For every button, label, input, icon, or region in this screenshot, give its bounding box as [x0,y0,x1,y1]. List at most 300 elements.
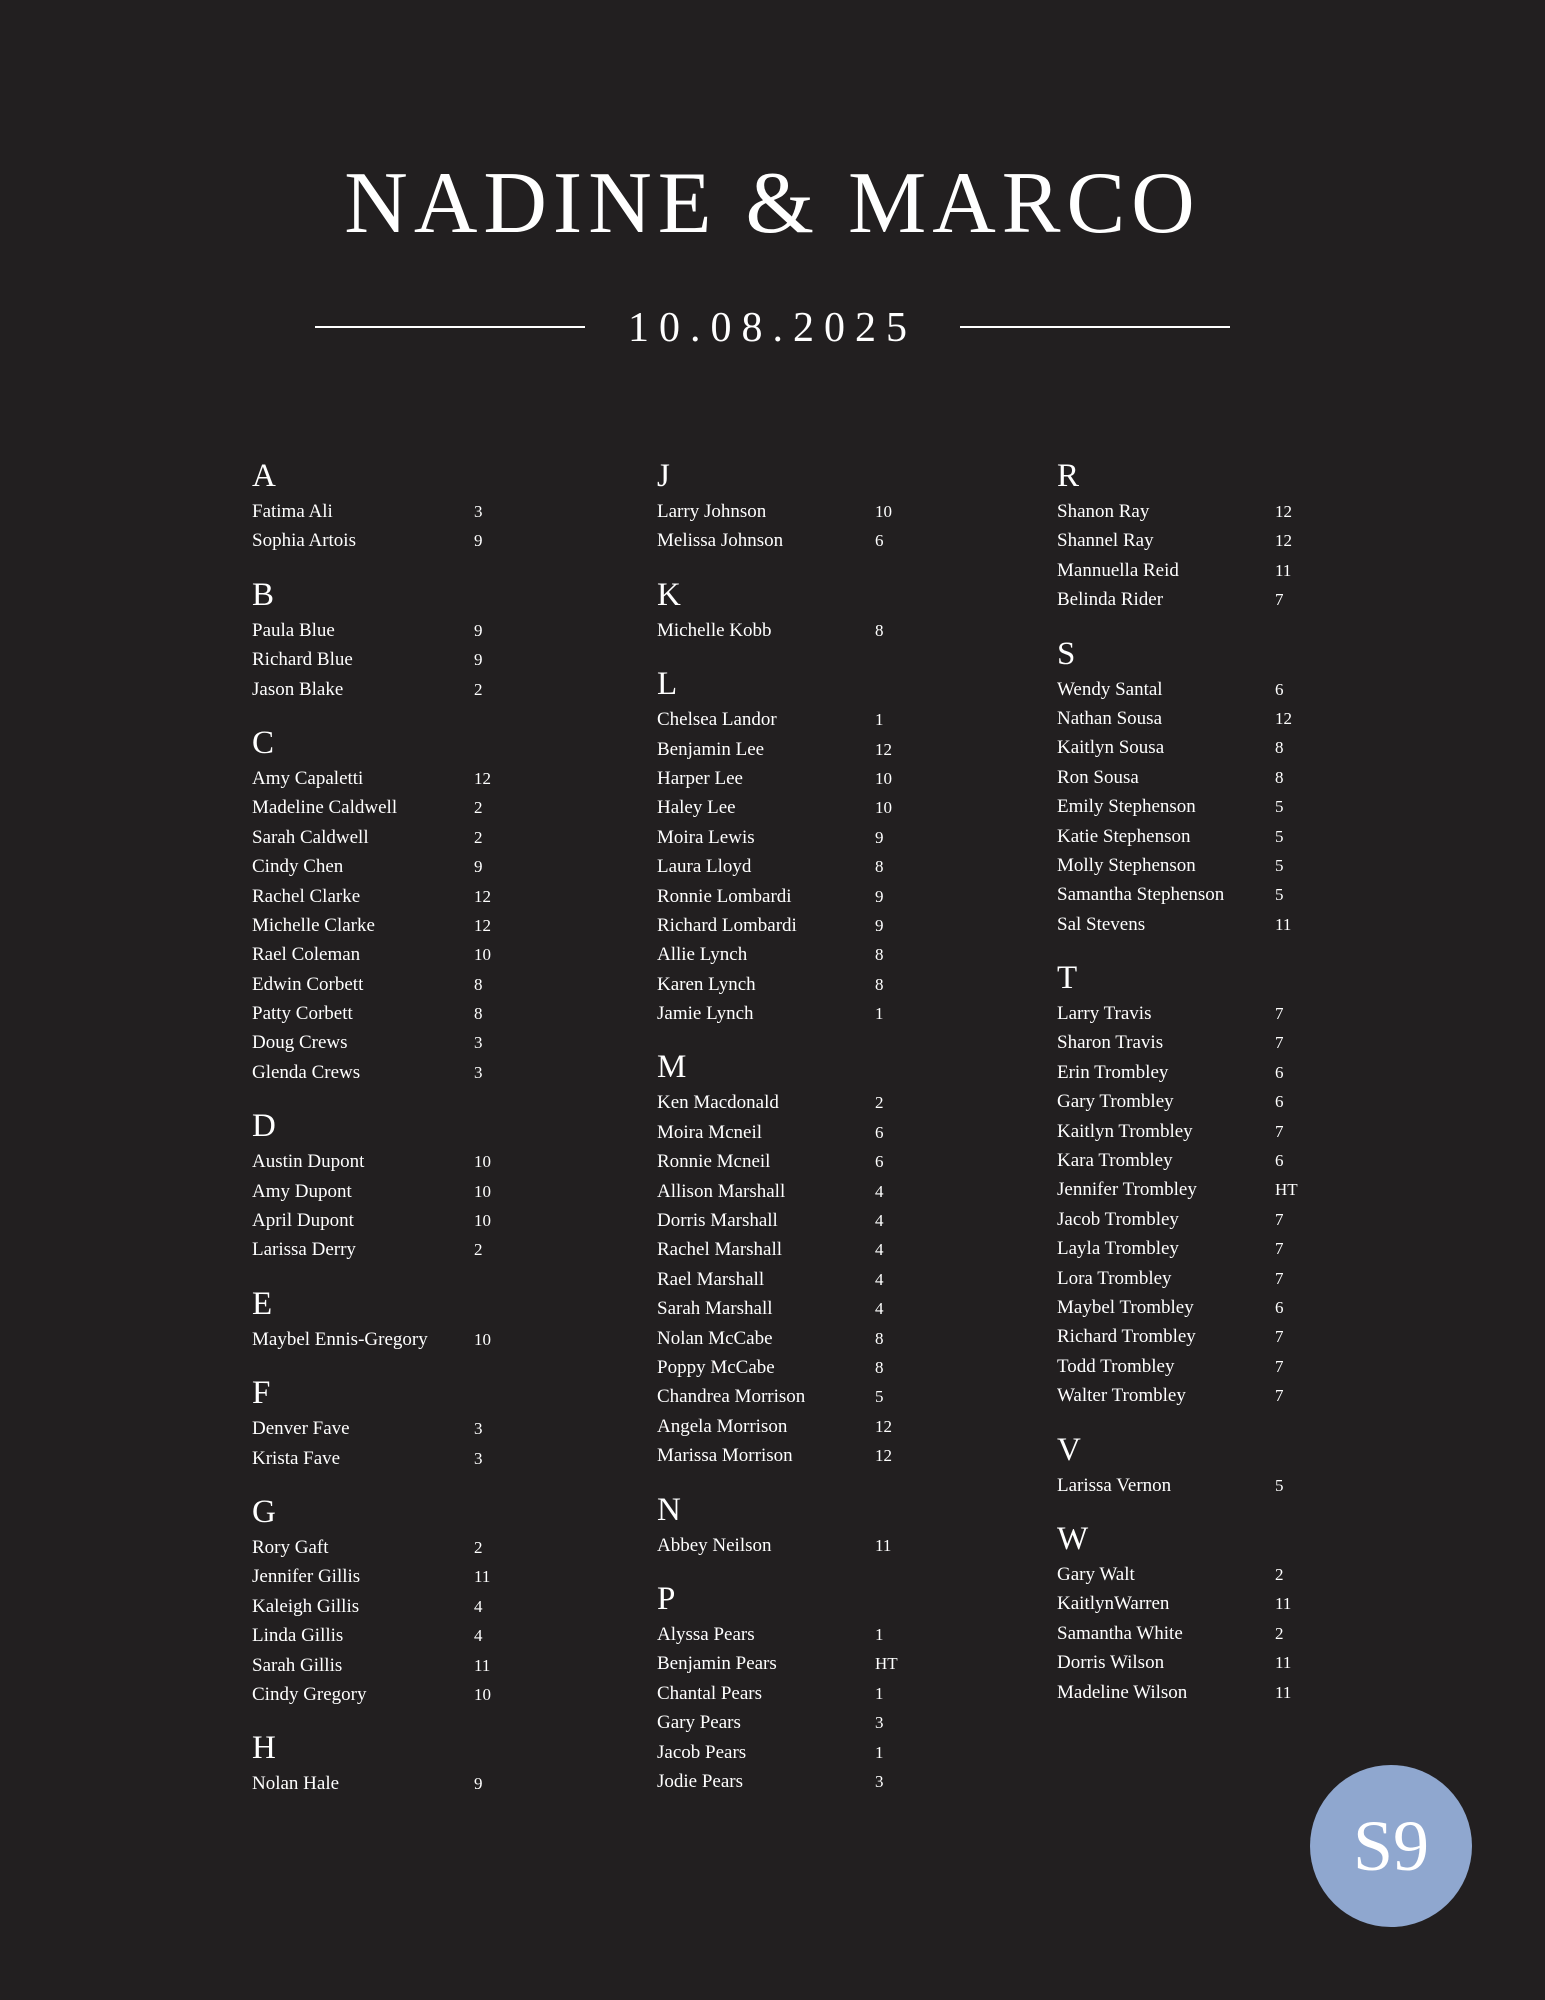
guest-row [1057,1175,1335,1204]
guest-name: Krista Fave [252,1447,341,1469]
table-number: 7 [1275,1004,1284,1024]
guest-name: Kaitlyn Sousa [1057,737,1165,759]
guest-row [657,1679,935,1708]
table-number: 11 [1275,1653,1292,1673]
guest-row [657,1738,935,1767]
table-number: 12 [1275,531,1292,551]
guest-row [1057,1678,1335,1707]
guest-name: Jacob Trombley [1057,1208,1179,1230]
guest-row [657,1412,935,1441]
table-number: 9 [474,620,483,640]
section-letter: F [252,1375,271,1412]
guest-row [657,705,935,734]
guest-name: Michelle Clarke [252,914,375,936]
table-number: 10 [875,502,892,521]
guest-name: Abbey Neilson [657,1534,772,1556]
section-letter: J [657,458,670,494]
guest-row [657,793,935,822]
guest-name: Samantha Stephenson [1057,884,1225,906]
guest-row [1057,1381,1335,1410]
section-letter: B [252,576,275,613]
section-letter: W [1057,1520,1089,1557]
section-letter: H [252,1730,276,1767]
guest-name: Jamie Lynch [657,1003,754,1025]
table-number: 4 [875,1269,884,1289]
table-number: 11 [1275,1594,1292,1614]
guest-row [1057,526,1335,555]
guest-row [657,1324,935,1353]
guest-row [1057,556,1335,585]
table-number: 10 [875,798,892,818]
table-number: 4 [875,1299,884,1319]
guest-name: Richard Lombardi [657,914,797,936]
guest-name: Gary Pears [657,1712,741,1734]
table-number: 12 [1275,708,1292,728]
guest-name: Sal Stevens [1057,913,1146,935]
guest-row [657,764,935,793]
guest-name: Moira Mcneil [657,1121,763,1143]
guest-name: Benjamin Lee [657,738,765,760]
guest-name: Linda Gillis [252,1625,344,1647]
guest-row [1057,1264,1335,1293]
guest-row [657,999,935,1028]
guest-row [252,1414,534,1443]
guest-name: Alyssa Pears [657,1623,755,1645]
guest-row [252,999,534,1028]
guest-name: Gary Walt [1057,1563,1135,1585]
table-number: 2 [1275,1623,1284,1643]
guest-row [657,970,935,999]
table-number: 11 [474,1567,491,1587]
guest-name: Richard Blue [252,649,353,671]
guest-name: Ronnie Mcneil [657,1151,771,1173]
guest-row [252,1533,534,1562]
guest-row [252,882,534,911]
guest-row [1057,585,1335,614]
table-number: 11 [1275,560,1292,580]
guest-name: Mannuella Reid [1057,559,1179,581]
guest-name: Angela Morrison [657,1415,788,1437]
table-number: 9 [875,827,884,847]
letter-section [1057,1429,1335,1500]
letter-section [252,1105,534,1265]
guest-name: Rachel Clarke [252,885,361,907]
letter-section [252,1491,534,1709]
table-number: 9 [474,650,483,670]
section-letter: T [1057,960,1078,997]
guest-name: Ron Sousa [1057,766,1139,788]
guest-name: Kaitlyn Trombley [1057,1120,1193,1142]
table-number: 2 [474,1537,483,1557]
guest-name: Erin Trombley [1057,1061,1169,1083]
table-number: 12 [875,739,892,759]
guest-name: Layla Trombley [1057,1238,1179,1260]
table-number: 10 [474,1181,491,1201]
table-number: 11 [875,1535,892,1555]
guest-row [252,852,534,881]
guest-name: Shannel Ray [1057,530,1154,552]
letter-section [657,1046,935,1470]
guest-row [252,1058,534,1087]
guest-row [252,1562,534,1591]
table-number: 9 [875,915,884,935]
guest-row [1057,1293,1335,1322]
guest-name: Larry Johnson [657,501,767,522]
table-number: 5 [1275,797,1284,817]
guest-row [657,1265,935,1294]
letter-section [252,1727,534,1798]
table-number: 2 [474,1240,483,1260]
table-number: 10 [474,1152,491,1172]
guest-row [657,1294,935,1323]
column-1 [252,455,534,1817]
guest-name: Chelsea Landor [657,709,777,731]
guest-name: Dorris Marshall [657,1210,778,1232]
table-number: 6 [875,531,884,551]
table-number: 3 [474,1419,483,1439]
guest-row [657,616,935,645]
guest-name: Rachel Marshall [657,1239,783,1261]
guest-name: Sarah Caldwell [252,826,369,848]
table-number: 1 [875,710,884,730]
guest-name: Amy Dupont [252,1180,352,1202]
guest-name: Moira Lewis [657,826,755,848]
table-number: 2 [474,679,483,699]
table-number: 8 [1275,738,1284,758]
table-number: 8 [474,974,483,994]
guest-row [252,497,534,526]
letter-section [657,663,935,1028]
letter-section [657,1489,935,1560]
table-number: 10 [875,768,892,788]
table-number: 6 [1275,1297,1284,1317]
guest-row [657,1206,935,1235]
table-number: 12 [875,1416,892,1436]
guest-row [252,1444,534,1473]
guest-row [1057,880,1335,909]
table-number: 4 [875,1240,884,1260]
guest-row [1057,910,1335,939]
table-number: 2 [1275,1564,1284,1584]
section-letter: R [1057,458,1080,494]
table-number: 5 [875,1387,884,1407]
guest-row [252,1592,534,1621]
guest-name: Rory Gaft [252,1536,329,1558]
guest-row [252,645,534,674]
table-number: 7 [1275,590,1284,610]
table-number: 9 [474,857,483,877]
guest-name: Chantal Pears [657,1682,763,1704]
table-number: 8 [875,857,884,877]
guest-name: Ken Macdonald [657,1092,779,1114]
table-number: 1 [875,1004,884,1024]
guest-row [657,1649,935,1678]
guest-row [252,1325,534,1354]
table-number: 9 [474,1774,483,1794]
table-number: 2 [875,1093,884,1113]
guest-row [657,911,935,940]
guest-row [252,970,534,999]
guest-row [657,1088,935,1117]
guest-row [1057,497,1335,526]
section-letter: S [1057,635,1076,672]
guest-name: Jennifer Trombley [1057,1179,1197,1201]
section-letter: V [1057,1431,1081,1468]
table-number: 3 [875,1771,884,1791]
guest-name: Cindy Gregory [252,1683,367,1705]
table-number: 7 [1275,1209,1284,1229]
guest-row [1057,999,1335,1028]
guest-row [1057,1352,1335,1381]
guest-name: Ronnie Lombardi [657,885,792,907]
guest-row [657,1177,935,1206]
guest-name: Benjamin Pears [657,1653,777,1675]
section-letter: A [252,458,276,494]
table-number: 6 [875,1122,884,1142]
letter-section [1057,957,1335,1410]
seating-badge [1310,1765,1472,1927]
guest-name: Richard Trombley [1057,1326,1196,1348]
guest-name: Emily Stephenson [1057,796,1196,818]
guest-row [657,1620,935,1649]
guest-name: Rael Marshall [657,1268,765,1290]
guest-row [252,526,534,555]
guest-name: Jennifer Gillis [252,1566,361,1588]
guest-name: Paula Blue [252,619,335,641]
letter-section [657,455,935,556]
guest-row [1057,1058,1335,1087]
event-date: 10.08.2025 [628,305,917,351]
table-number: 9 [474,531,483,551]
guest-row [252,1235,534,1264]
guest-row [657,526,935,555]
guest-name: Edwin Corbett [252,973,364,995]
table-number: 10 [474,1684,491,1704]
table-number: 8 [875,974,884,994]
guest-name: Molly Stephenson [1057,854,1196,876]
letter-section [657,1578,935,1796]
guest-name: Patty Corbett [252,1003,353,1025]
guest-row [1057,704,1335,733]
guest-row [1057,1028,1335,1057]
guest-row [657,940,935,969]
guest-row [657,1147,935,1176]
guest-name: Dorris Wilson [1057,1652,1165,1674]
table-number: 11 [474,1655,491,1675]
table-number: 7 [1275,1239,1284,1259]
date-row [0,300,1545,360]
section-letter: C [252,724,275,761]
guest-row [252,1206,534,1235]
table-number: 8 [875,1357,884,1377]
guest-name: Marissa Morrison [657,1445,793,1467]
guest-name: Katie Stephenson [1057,825,1191,847]
table-number: 5 [1275,826,1284,846]
table-number: 12 [875,1446,892,1466]
guest-row [1057,1205,1335,1234]
guest-name: Fatima Ali [252,501,333,522]
table-number: 12 [1275,502,1292,521]
guest-row [1057,1619,1335,1648]
table-number: 6 [1275,1151,1284,1171]
guest-name: Sarah Gillis [252,1654,343,1676]
letter-section [252,1372,534,1473]
table-number: 1 [875,1742,884,1762]
guest-name: Glenda Crews [252,1061,361,1083]
guest-row [252,1651,534,1680]
guest-name: Jodie Pears [657,1770,744,1792]
section-letter: P [657,1580,676,1617]
column-2 [657,455,935,1814]
table-number: 8 [875,1328,884,1348]
table-number: 5 [1275,885,1284,905]
guest-row [1057,675,1335,704]
table-number: 8 [875,620,884,640]
guest-name: Jason Blake [252,678,344,700]
guest-name: Doug Crews [252,1032,348,1054]
guest-name: Larry Travis [1057,1003,1152,1025]
guest-name: Sophia Artois [252,530,356,552]
guest-name: Michelle Kobb [657,619,772,641]
section-letter: N [657,1491,681,1528]
guest-name: Jacob Pears [657,1741,747,1763]
table-number: 7 [1275,1121,1284,1141]
guest-name: Gary Trombley [1057,1091,1174,1113]
table-number: 4 [875,1181,884,1201]
letter-section [252,1283,534,1354]
guest-row [252,1177,534,1206]
table-number: 11 [1275,1682,1292,1702]
table-number: 3 [474,502,483,521]
table-number: 5 [1275,1475,1284,1495]
guest-row [657,1235,935,1264]
table-number: 8 [1275,767,1284,787]
section-letter: G [252,1493,276,1530]
guest-row [1057,1322,1335,1351]
table-number: 4 [474,1596,483,1616]
guest-name: Sarah Marshall [657,1298,773,1320]
guest-name: Todd Trombley [1057,1355,1175,1377]
guest-row [657,1382,935,1411]
guest-name: Amy Capaletti [252,767,364,789]
table-number: 1 [875,1683,884,1703]
section-letter: L [657,666,678,703]
section-letter: E [252,1285,273,1322]
section-letter: M [657,1049,687,1086]
guest-name: Austin Dupont [252,1151,365,1173]
letter-section [1057,633,1335,940]
guest-row [657,1441,935,1470]
guest-row [657,735,935,764]
guest-name: April Dupont [252,1210,354,1232]
table-number: 2 [474,798,483,818]
column-3 [1057,455,1335,1725]
table-number: 10 [474,1211,491,1231]
guest-name: Maybel Ennis-Gregory [252,1328,428,1350]
guest-name: Maybel Trombley [1057,1296,1194,1318]
guest-row [657,1531,935,1560]
guest-row [252,1028,534,1057]
guest-row [657,1118,935,1147]
guest-name: Haley Lee [657,797,736,819]
guest-name: Nolan McCabe [657,1327,773,1349]
guest-name: Melissa Johnson [657,530,784,552]
guest-name: Denver Fave [252,1418,350,1440]
table-number: 7 [1275,1386,1284,1406]
table-number: 11 [1275,914,1292,934]
table-number: 12 [474,768,491,788]
guest-row [1057,792,1335,821]
guest-name: Wendy Santal [1057,678,1163,700]
guest-row [252,1621,534,1650]
table-number: HT [875,1654,898,1674]
guest-name: Nolan Hale [252,1773,340,1795]
table-number: 7 [1275,1268,1284,1288]
guest-name: Walter Trombley [1057,1385,1186,1407]
guest-name: Belinda Rider [1057,589,1164,611]
guest-row [657,882,935,911]
table-number: 1 [875,1624,884,1644]
guest-row [1057,1471,1335,1500]
letter-section [252,574,534,704]
guest-row [657,1353,935,1382]
guest-name: Sharon Travis [1057,1032,1164,1054]
guest-row [252,1769,534,1798]
guest-row [657,823,935,852]
table-number: 7 [1275,1356,1284,1376]
section-letter: K [657,576,681,613]
guest-row [252,764,534,793]
guest-name: Allie Lynch [657,944,748,966]
table-number: 7 [1275,1033,1284,1053]
table-number: 5 [1275,855,1284,875]
guest-name: Karen Lynch [657,973,756,995]
table-number: 8 [875,945,884,965]
guest-name: Kara Trombley [1057,1150,1173,1172]
table-number: 12 [474,886,491,906]
guest-row [657,1767,935,1796]
table-number: 6 [875,1152,884,1172]
section-letter: D [252,1108,276,1145]
guest-row [1057,1589,1335,1618]
guest-row [1057,851,1335,880]
table-number: 3 [474,1062,483,1082]
guest-row [1057,1117,1335,1146]
guest-row [1057,1146,1335,1175]
guest-row [252,1680,534,1709]
guest-name: Nathan Sousa [1057,707,1163,729]
table-number: 4 [875,1211,884,1231]
table-number: 6 [1275,679,1284,699]
guest-name: Madeline Wilson [1057,1681,1188,1703]
guest-name: Cindy Chen [252,856,344,878]
guest-name: Shanon Ray [1057,501,1150,522]
table-number: 4 [474,1626,483,1646]
left-divider [315,326,585,328]
guest-name: Harper Lee [657,767,743,789]
guest-name: Kaleigh Gillis [252,1595,360,1617]
guest-row [1057,1648,1335,1677]
table-number: 12 [474,915,491,935]
table-number: 3 [474,1448,483,1468]
guest-row [1057,1234,1335,1263]
guest-name: Lora Trombley [1057,1267,1172,1289]
guest-row [657,497,935,526]
guest-name: Allison Marshall [657,1180,786,1202]
guest-name: Chandrea Morrison [657,1386,806,1408]
table-number: 3 [474,1033,483,1053]
guest-row [252,793,534,822]
